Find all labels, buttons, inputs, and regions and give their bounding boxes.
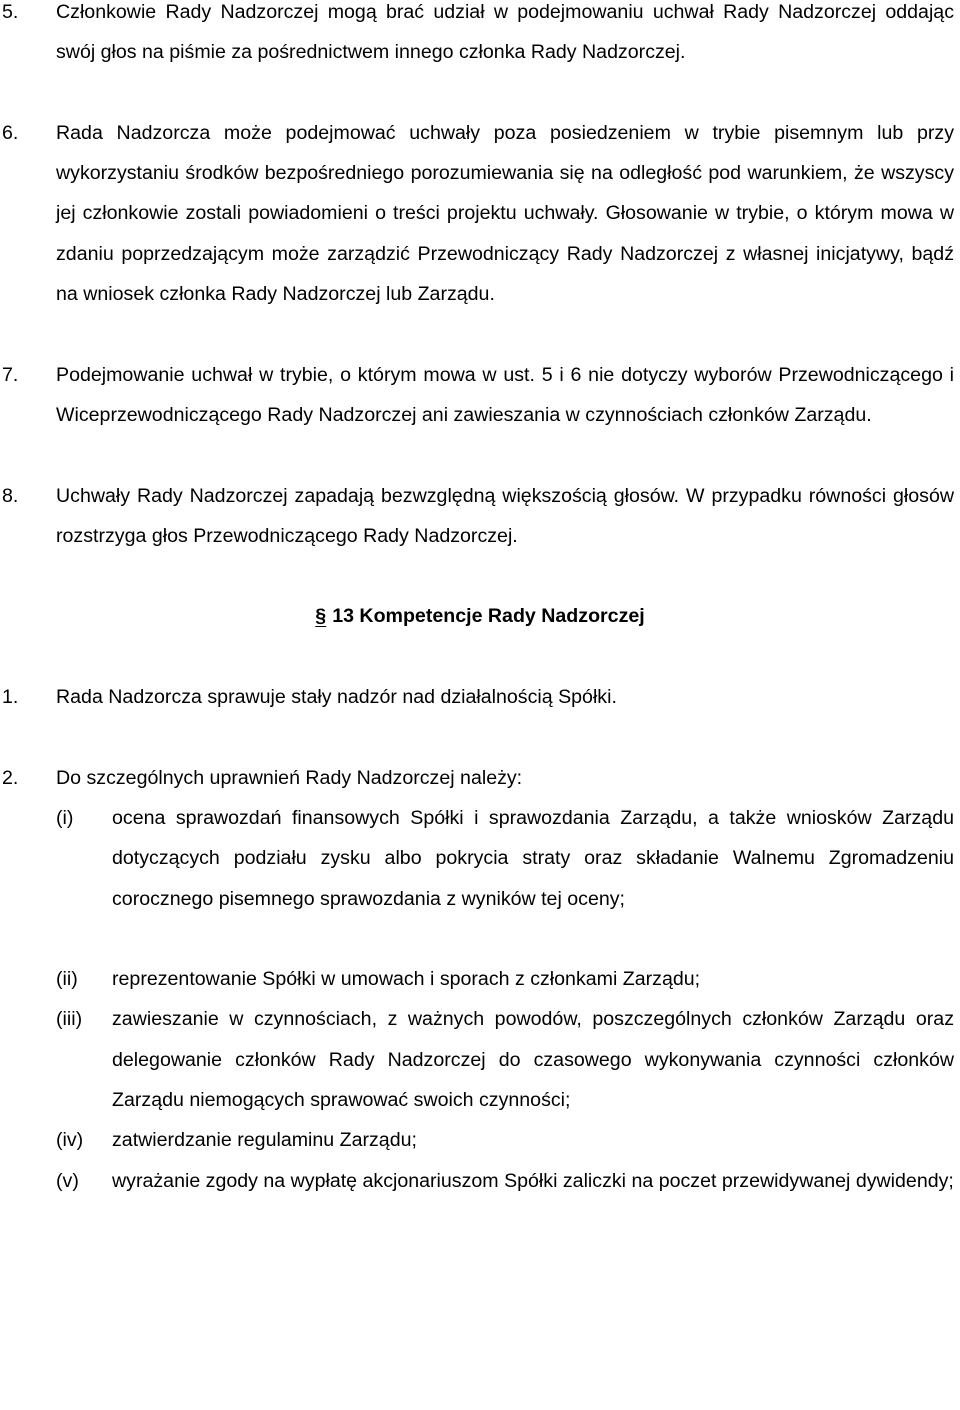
- paragraph-number: 1.: [2, 686, 19, 709]
- paragraph-text: Członkowie Rady Nadzorczej mogą brać udział w podejmowaniu uchwał Rady Nadzorczej oddając swój głos na piśmie za pośrednictwem innego członka Rady Nadzorczej.: [56, 1, 954, 64]
- powers-list: [56, 798, 954, 1201]
- list-item: [56, 959, 954, 999]
- list-item-text: zatwierdzanie regulaminu Zarządu;: [112, 1129, 417, 1152]
- paragraph-number: 5.: [2, 1, 19, 23]
- section-title: 13 Kompetencje Rady Nadzorczej: [332, 605, 645, 628]
- paragraph-5: [0, 0, 960, 73]
- paragraph-text: Uchwały Rady Nadzorczej zapadają bezwzględną większością głosów. W przypadku równości głosów rozstrzyga głos Przewodniczącego Rady Nadzorczej.: [56, 484, 954, 547]
- paragraph-text: Do szczególnych uprawnień Rady Nadzorczej należy:: [56, 766, 523, 789]
- paragraph-8: [0, 476, 960, 557]
- paragraph-number: 7.: [2, 363, 19, 386]
- paragraph-text: Rada Nadzorcza sprawuje stały nadzór nad działalnością Spółki.: [56, 686, 617, 709]
- competence-2: [0, 758, 960, 1201]
- list-item: [56, 1161, 954, 1201]
- list-item-text: ocena sprawozdań finansowych Spółki i sprawozdania Zarządu, a także wniosków Zarządu dotyczących podziału zysku albo pokrycia straty oraz składanie Walnemu Zgromadzeniu corocznego pisemnego sprawozdania z wyników tej oceny;: [112, 806, 954, 910]
- list-item-number: (v): [56, 1169, 79, 1192]
- list-item: [56, 1120, 954, 1160]
- paragraph-7: [0, 355, 960, 436]
- paragraph-text: Podejmowanie uchwał w trybie, o którym mowa w ust. 5 i 6 nie dotyczy wyborów Przewodniczącego i Wiceprzewodniczącego Rady Nadzorczej ani zawieszania w czynnościach członków Zarządu.: [56, 363, 954, 426]
- competence-1: [0, 677, 960, 717]
- list-item-text: zawieszanie w czynnościach, z ważnych powodów, poszczególnych członków Zarządu oraz delegowanie członków Rady Nadzorczej do czasowego wykonywania czynności członków Zarządu niemogących sprawować swoich czynności;: [112, 1008, 954, 1112]
- list-item-text: wyrażanie zgody na wypłatę akcjonariuszom Spółki zaliczki na poczet przewidywanej dywidendy;: [112, 1169, 954, 1192]
- list-item-number: (iv): [56, 1129, 84, 1152]
- section-heading: [0, 596, 960, 636]
- list-item: [56, 999, 954, 1120]
- paragraph-6: [0, 113, 960, 314]
- paragraph-number: 6.: [2, 121, 19, 144]
- list-item-text: reprezentowanie Spółki w umowach i sporach z członkami Zarządu;: [112, 968, 701, 991]
- paragraph-text: Rada Nadzorcza może podejmować uchwały poza posiedzeniem w trybie pisemnym lub przy wykorzystaniu środków bezpośredniego porozumiewania się na odległość pod warunkiem, że wszyscy jej członkowie zostali powiadomieni o treści projektu uchwały. Głosowanie w trybie, o którym mowa w zdaniu poprzedzającym może zarządzić Przewodniczący Rady Nadzorczej z własnej inicjatywy, bądź na wniosek członka Rady Nadzorczej lub Zarządu.: [56, 121, 954, 306]
- list-item-number: (iii): [56, 1008, 83, 1031]
- list-item-number: (ii): [56, 968, 78, 991]
- section-sign: §: [315, 605, 327, 628]
- paragraph-number: 2.: [2, 766, 19, 789]
- list-item-number: (i): [56, 806, 74, 829]
- paragraph-number: 8.: [2, 484, 19, 507]
- list-item: [56, 798, 954, 919]
